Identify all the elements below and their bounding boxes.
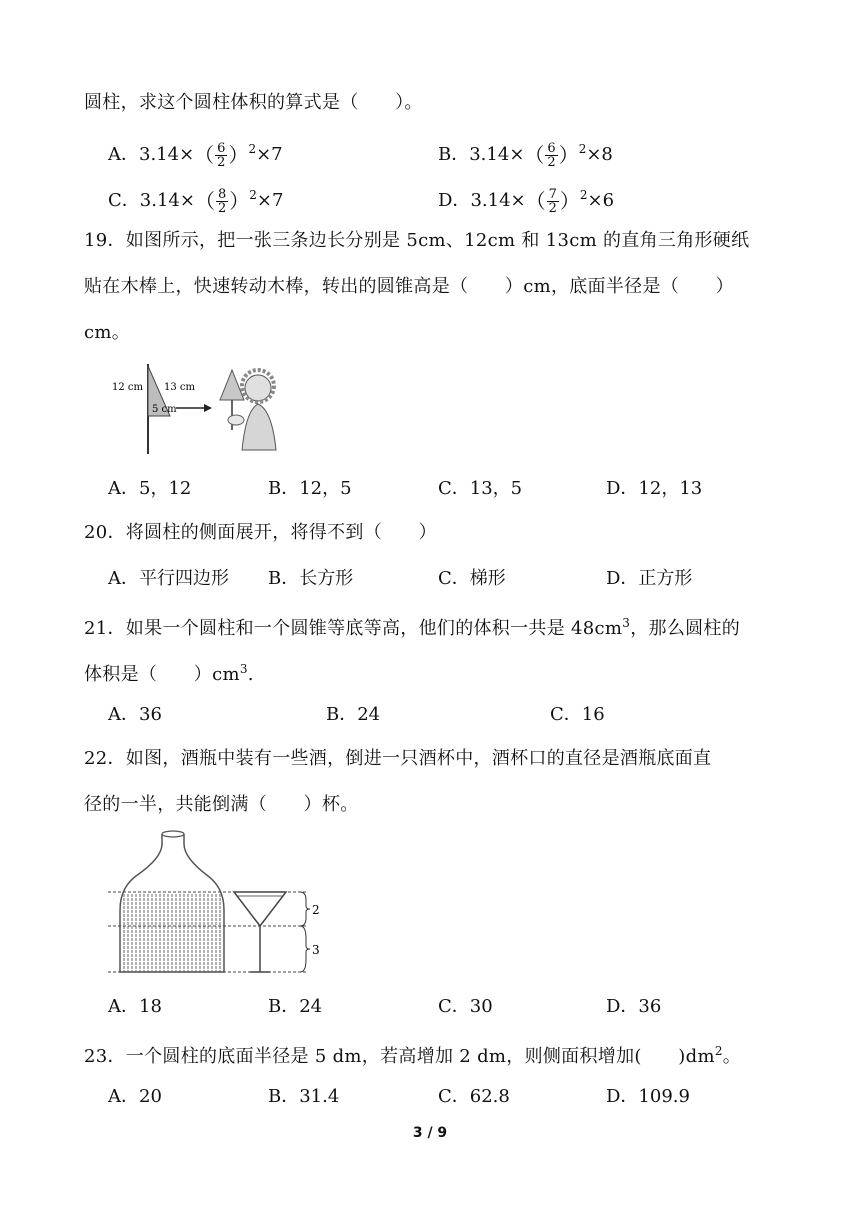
fraction: $\frac{6}{2}$ — [547, 140, 556, 170]
q22-stem-line2: 径的一半，共能倒满（ ）杯。 — [84, 794, 359, 815]
q19-option-b: B．12，5 — [268, 478, 352, 499]
q22-figure — [106, 830, 336, 980]
label-12cm: 12 cm — [112, 382, 143, 393]
label-3: 3 — [312, 943, 320, 957]
fraction: $\frac{6}{2}$ — [217, 140, 226, 170]
q21-stem-line1: 21．如果一个圆柱和一个圆锥等底等高，他们的体积一共是 $48cm^3$，那么圆柱的 — [84, 616, 741, 639]
q18-option-c: C．3.14×（ $\frac{8}{2}$ ）$^2$×7 — [108, 186, 284, 216]
q21-stem-line2: 体积是（ ）$cm^3$. — [84, 662, 254, 685]
q22-option-a: A．18 — [108, 996, 162, 1017]
q19-stem-line1: 19．如图所示，把一张三条边长分别是 5cm、12cm 和 13cm 的直角三角形硬纸 — [84, 230, 750, 251]
q20-option-a: A．平行四边形 — [108, 568, 229, 589]
label-2: 2 — [312, 903, 320, 917]
q23-option-a: A．20 — [108, 1086, 162, 1107]
q19-stem-line2: 贴在木棒上，快速转动木棒，转出的圆锥高是（ ）cm，底面半径是（ ） — [84, 276, 734, 297]
fraction: $\frac{7}{2}$ — [548, 186, 557, 216]
q21-option-b: B．24 — [326, 704, 381, 725]
fraction: $\frac{8}{2}$ — [217, 186, 227, 216]
q20-stem: 20．将圆柱的侧面展开，将得不到（ ） — [84, 522, 437, 543]
q21-option-a: A．36 — [108, 704, 162, 725]
q19-stem-line3: cm。 — [84, 322, 131, 343]
q18-option-d: D．3.14×（ $\frac{7}{2}$ ）$^2$×6 — [438, 186, 615, 216]
q22-option-c: C．30 — [438, 996, 493, 1017]
q20-option-d: D．正方形 — [606, 568, 693, 589]
q20-option-c: C．梯形 — [438, 568, 506, 589]
wine-liquid — [121, 894, 223, 972]
q18-stem: 圆柱，求这个圆柱体积的算式是（ ）。 — [84, 92, 423, 113]
q18-option-a: A．3.14×（ $\frac{6}{2}$ ）$^2$×7 — [108, 140, 283, 170]
q19-figure — [108, 360, 288, 456]
arrow-icon — [204, 404, 212, 412]
q18-option-b: B．3.14×（ $\frac{6}{2}$ ）$^2$×8 — [438, 140, 613, 170]
q19-option-c: C．13，5 — [438, 478, 523, 499]
q23-stem: 23．一个圆柱的底面半径是 5 dm，若高增加 2 dm，则侧面积增加( )$dm^2$。 — [84, 1044, 742, 1067]
label-13cm: 13 cm — [164, 382, 195, 393]
label-5cm: 5 cm — [152, 404, 177, 415]
q23-option-d: D．109.9 — [606, 1086, 690, 1107]
q23-option-c: C．62.8 — [438, 1086, 510, 1107]
q20-option-b: B．长方形 — [268, 568, 354, 589]
q22-option-d: D．36 — [606, 996, 662, 1017]
girl-body — [242, 404, 276, 450]
q23-option-b: B．31.4 — [268, 1086, 340, 1107]
q19-option-d: D．12，13 — [606, 478, 703, 499]
page-number: 3 / 9 — [412, 1125, 448, 1141]
q22-option-b: B．24 — [268, 996, 323, 1017]
q21-option-c: C．16 — [550, 704, 605, 725]
q19-option-a: A．5，12 — [108, 478, 192, 499]
wine-glass — [234, 892, 286, 926]
q22-stem-line1: 22．如图，酒瓶中装有一些酒，倒进一只酒杯中，酒杯口的直径是酒瓶底面直 — [84, 748, 712, 769]
